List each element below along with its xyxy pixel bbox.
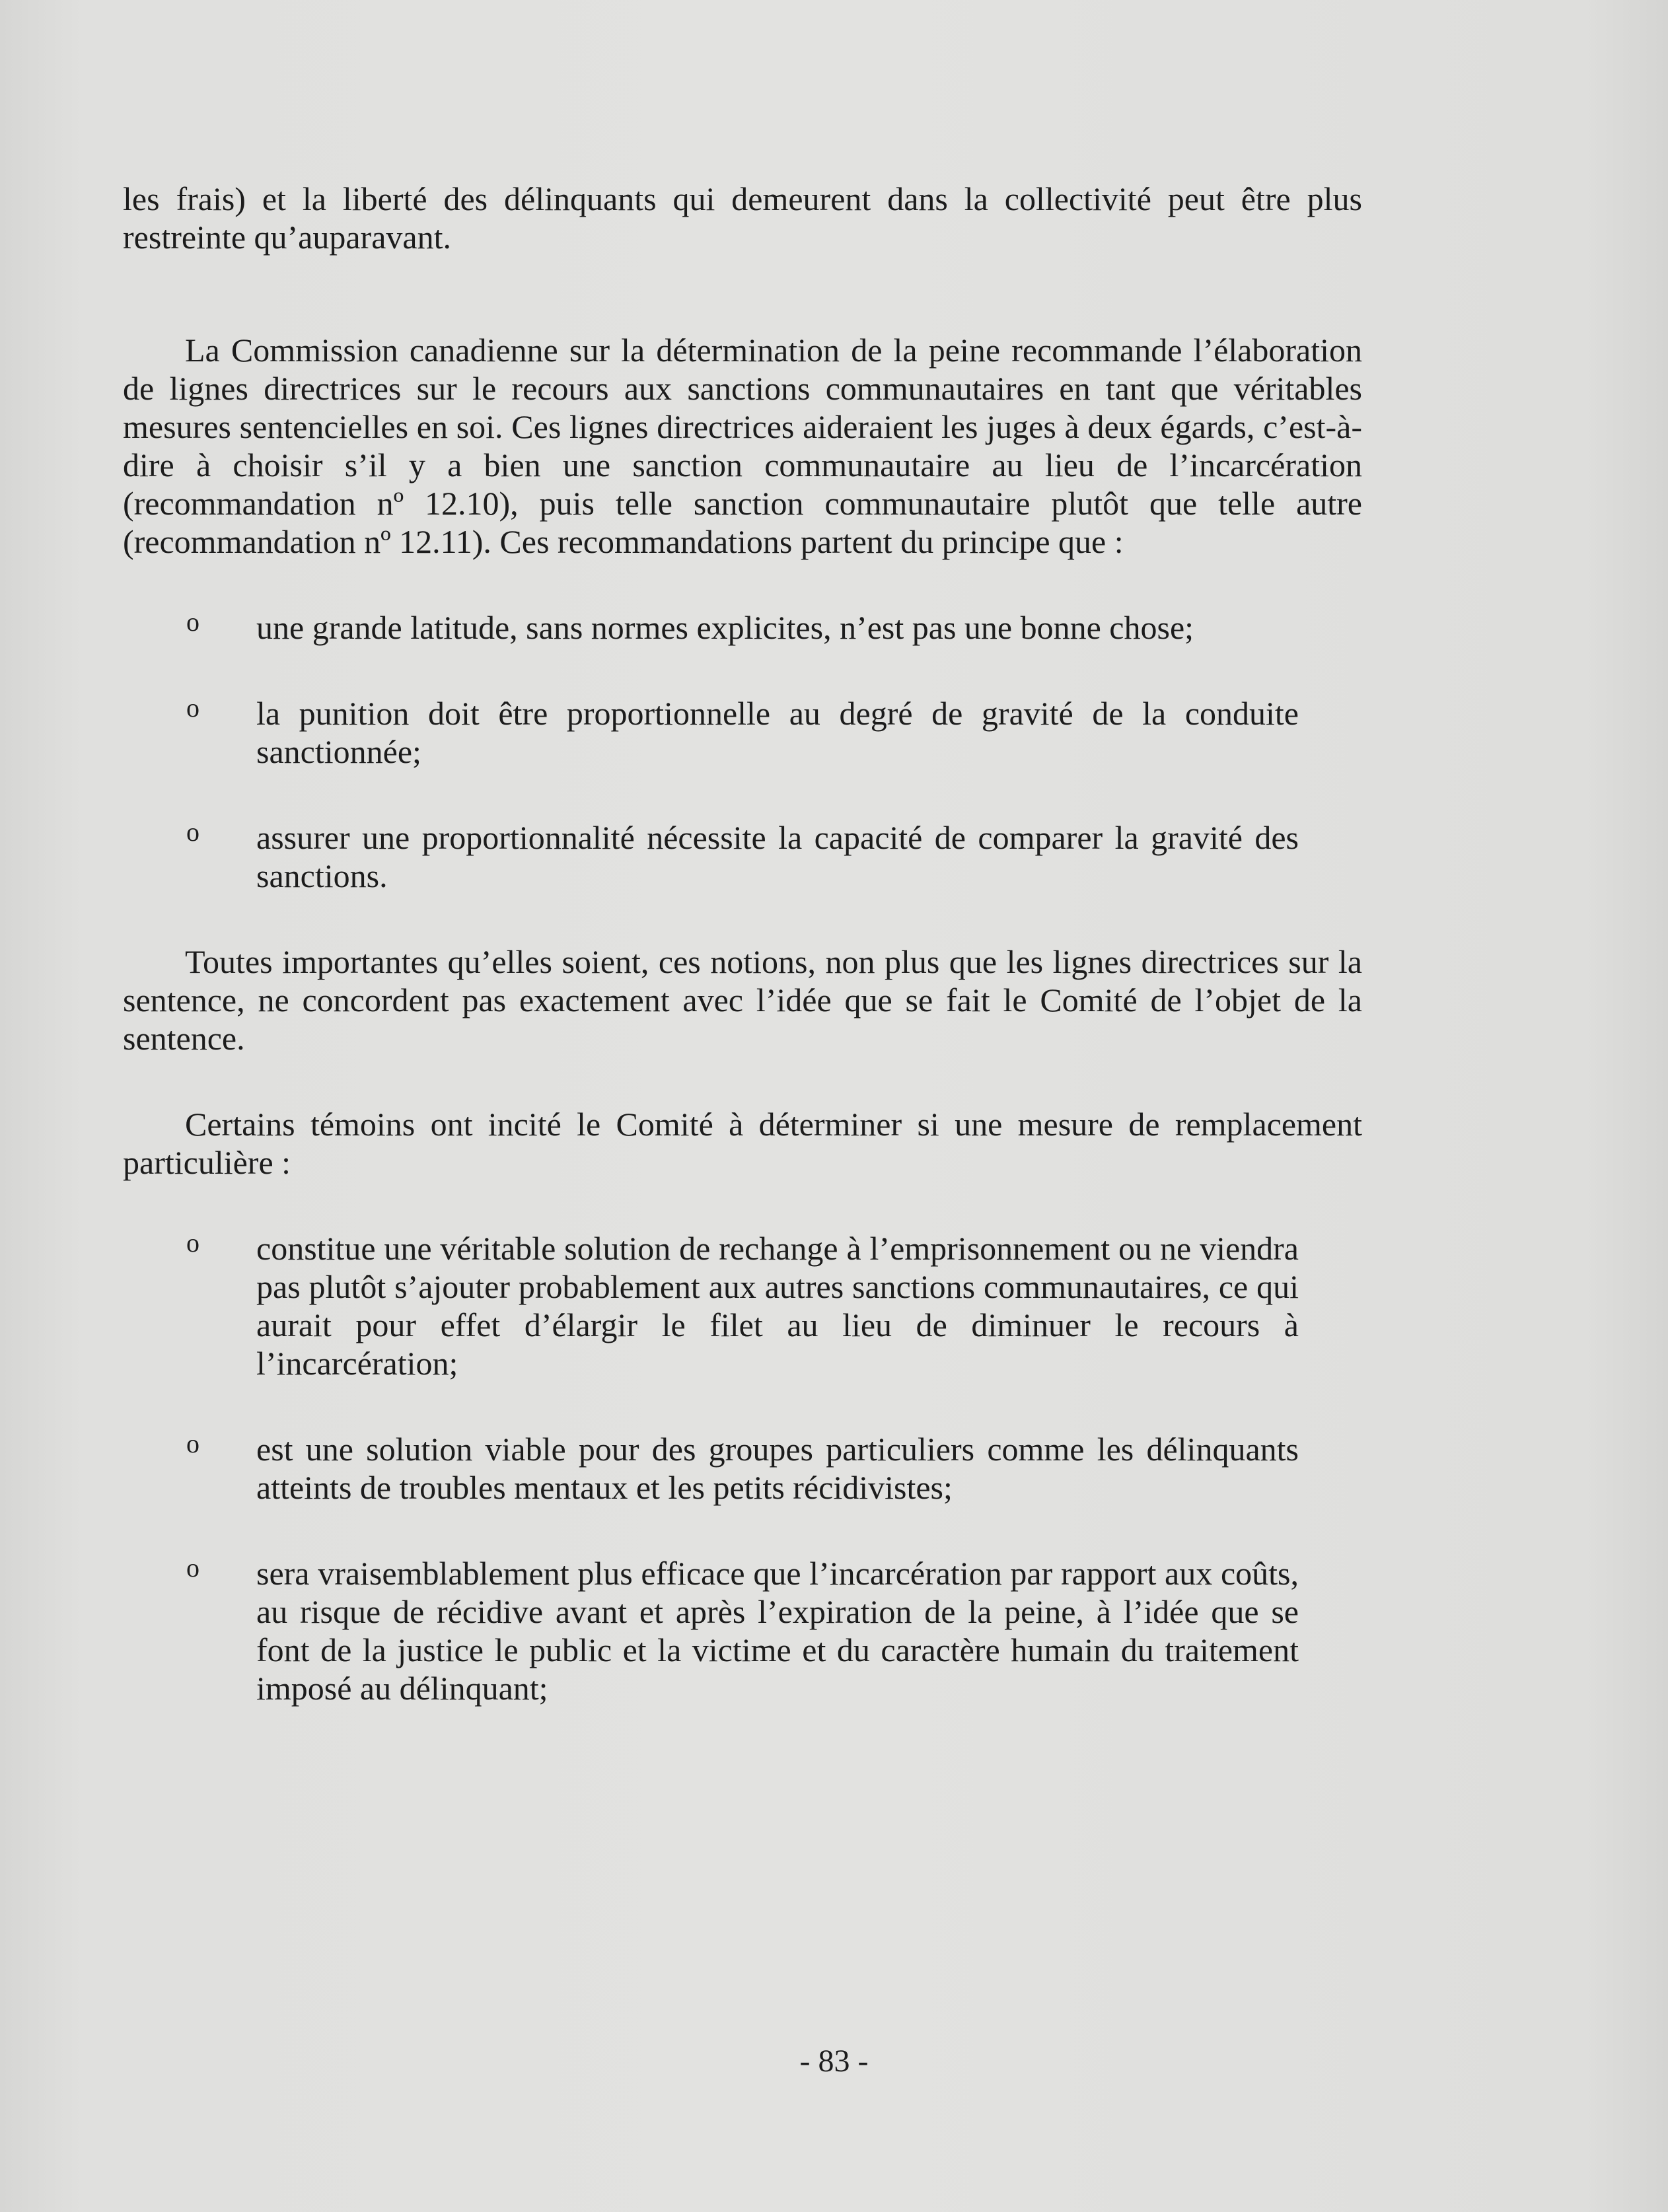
page-number: - 83 - — [799, 2044, 869, 2079]
paragraph-temoins: Certains témoins ont incité le Comité à déterminer si une mesure de remplacement particulière : — [123, 1106, 1362, 1181]
bullet-marker: o — [186, 1429, 199, 1458]
bullet-marker: o — [186, 1553, 199, 1583]
list-item: o sera vraisemblablement plus efficace que l’incarcération par rapport aux coûts, au risque de récidive avant et après l’expiration de la peine, à l’idée que se font de la justice le public et la victime et du caractère humain du traitement imposé au délinquant; — [123, 1554, 1362, 1707]
list-item: o est une solution viable pour des groupes particuliers comme les délinquants atteints de troubles mentaux et les petits récidivistes; — [123, 1430, 1362, 1507]
paragraph-commission: La Commission canadienne sur la détermination de la peine recommande l’élaboration de lignes directrices sur le recours aux sanctions communautaires en tant que véritables mesures sentencielles en soi. Ces lignes directrices aideraient les juges à deux égards, c’est-à-dire à choisir s’il y a bien une sanction communautaire au lieu de l’incarcération (recommandation nº 12.10), puis telle sanction communautaire plutôt que telle autre (recommandation nº 12.11). Ces recommandations partent du principe que : — [123, 332, 1362, 560]
list-item: o assurer une proportionnalité nécessite la capacité de comparer la gravité des sanctions. — [123, 818, 1362, 895]
bullet-marker: o — [186, 607, 199, 637]
bullet-marker: o — [186, 1228, 199, 1258]
paragraph-notions: Toutes importantes qu’elles soient, ces notions, non plus que les lignes directrices sur la sentence, ne concordent pas exactement avec l’idée que se fait le Comité de l’objet de la sentence. — [123, 943, 1362, 1057]
list-item: o la punition doit être proportionnelle au degré de gravité de la conduite sanctionnée; — [123, 694, 1362, 771]
page-body — [123, 180, 1362, 1707]
paragraph-continuation: les frais) et la liberté des délinquants qui demeurent dans la collectivité peut être plus restreinte qu’auparavant. — [123, 180, 1362, 256]
bullet-list-principles — [123, 608, 1362, 895]
bullet-list-criteria — [123, 1229, 1362, 1707]
bullet-marker: o — [186, 817, 199, 847]
list-item: o une grande latitude, sans normes explicites, n’est pas une bonne chose; — [123, 608, 1362, 647]
list-item: o constitue une véritable solution de rechange à l’emprisonnement ou ne viendra pas plutôt s’ajouter probablement aux autres sanctions communautaires, ce qui aurait pour effet d’élargir le filet au lieu de diminuer le recours à l’incarcération; — [123, 1229, 1362, 1382]
bullet-marker: o — [186, 693, 199, 723]
